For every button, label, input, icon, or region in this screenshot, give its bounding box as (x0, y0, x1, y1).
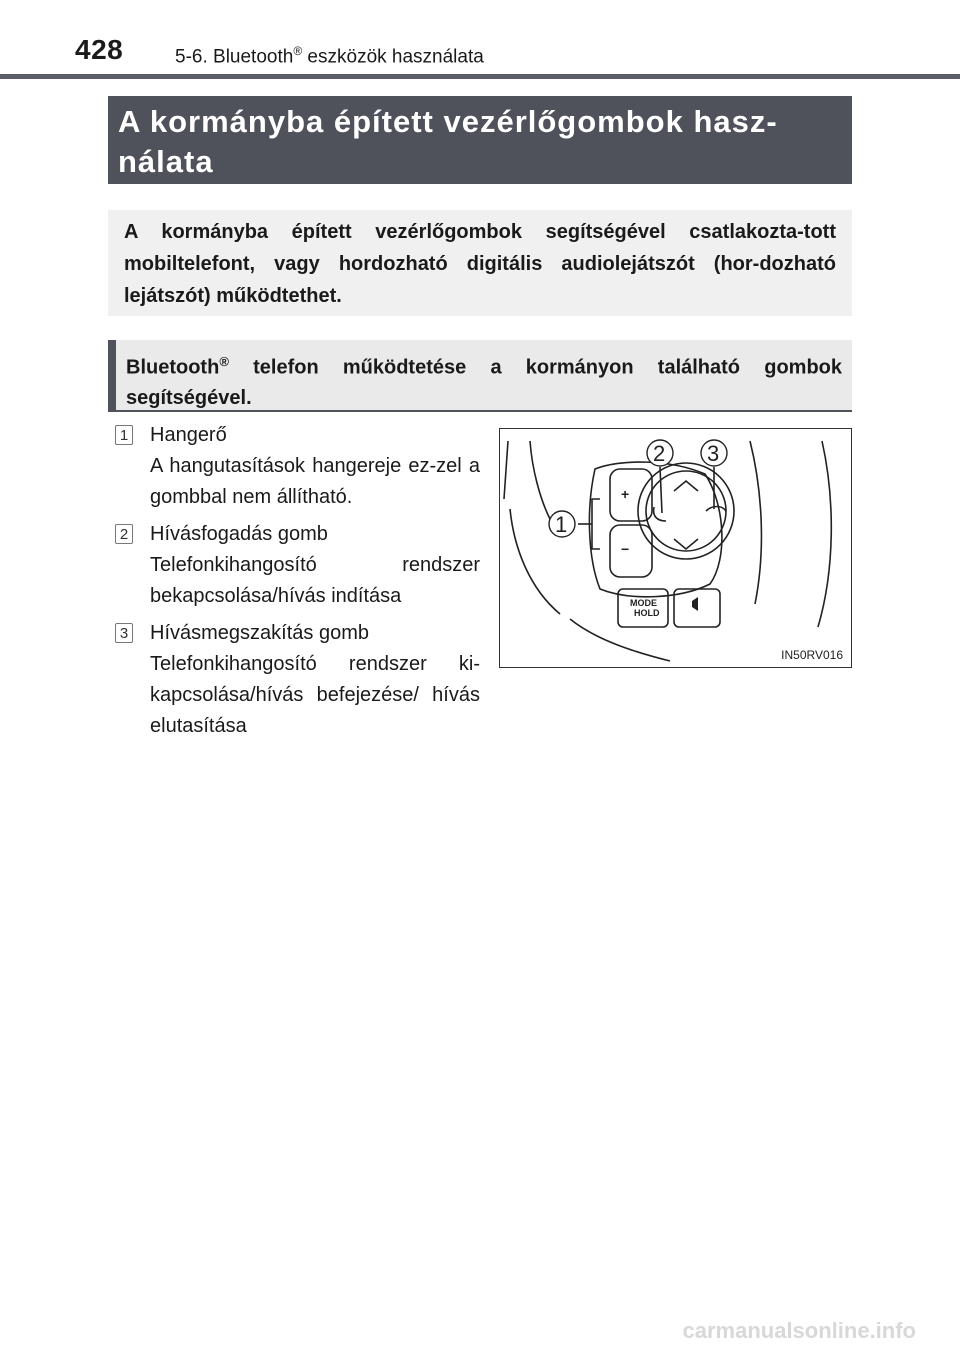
wheel-edge-line (818, 441, 831, 627)
figure-code: IN50RV016 (781, 648, 843, 662)
subheading: Bluetooth® telefon működtetése a kormányon található gombok segítségével. (108, 340, 852, 412)
page-number: 428 (75, 34, 124, 65)
callout-3: 3 (707, 441, 720, 466)
watermark: carmanualsonline.info (682, 1318, 916, 1343)
steering-switch-drawing (500, 429, 851, 667)
minus-label: − (621, 541, 630, 557)
page-title: A kormányba épített vezérlőgombok hasz-nálata (108, 96, 852, 184)
callout-bracket (592, 499, 600, 549)
item-description: A hangutasítások hangereje ez-zel a gombbal nem állítható. (150, 455, 480, 508)
hold-label: HOLD (634, 608, 660, 618)
volume-down-button (610, 525, 652, 577)
item-description: Telefonkihangosító rendszer ki-kapcsolása/hívás befejezése/ hívás elutasítása (150, 653, 480, 737)
plus-label: + (621, 486, 630, 502)
list-item (108, 519, 480, 612)
header-rule (0, 74, 960, 79)
up-arrow-icon (674, 481, 698, 491)
mode-label: MODE (630, 598, 657, 608)
item-title: Hívásmegszakítás gomb (150, 622, 369, 644)
list-item (108, 420, 480, 513)
callout-2: 2 (653, 441, 666, 466)
steering-switch-illustration (499, 428, 852, 668)
registered-mark: ® (293, 44, 303, 58)
wheel-edge-line (750, 441, 761, 604)
list-item (108, 618, 480, 742)
registered-mark: ® (219, 354, 229, 369)
wheel-edge-line (530, 441, 550, 519)
callout-leader (660, 467, 662, 513)
item-number: 1 (115, 425, 133, 445)
callout-1: 1 (555, 512, 568, 537)
section-reference: 5-6. Bluetooth® eszközök használata (175, 44, 484, 68)
intro-paragraph: A kormányba épített vezérlőgombok segítségével csatlakozta-tott mobiltelefont, vagy hordozható digitális audiolejátszót (hor-dozható lejátszót) működtethet. (108, 210, 852, 316)
item-description: Telefonkihangosító rendszer bekapcsolása/hívás indítása (150, 554, 480, 607)
page-header (0, 0, 960, 80)
item-number: 3 (115, 623, 133, 643)
item-number: 2 (115, 524, 133, 544)
item-title: Hangerő (150, 424, 227, 446)
phone-pickup-icon (654, 507, 666, 521)
voice-icon (692, 597, 698, 611)
phone-hangup-icon (706, 507, 726, 512)
wheel-edge-line (504, 441, 508, 499)
down-arrow-icon (674, 539, 698, 549)
item-title: Hívásfogadás gomb (150, 523, 328, 545)
item-list (108, 420, 480, 748)
